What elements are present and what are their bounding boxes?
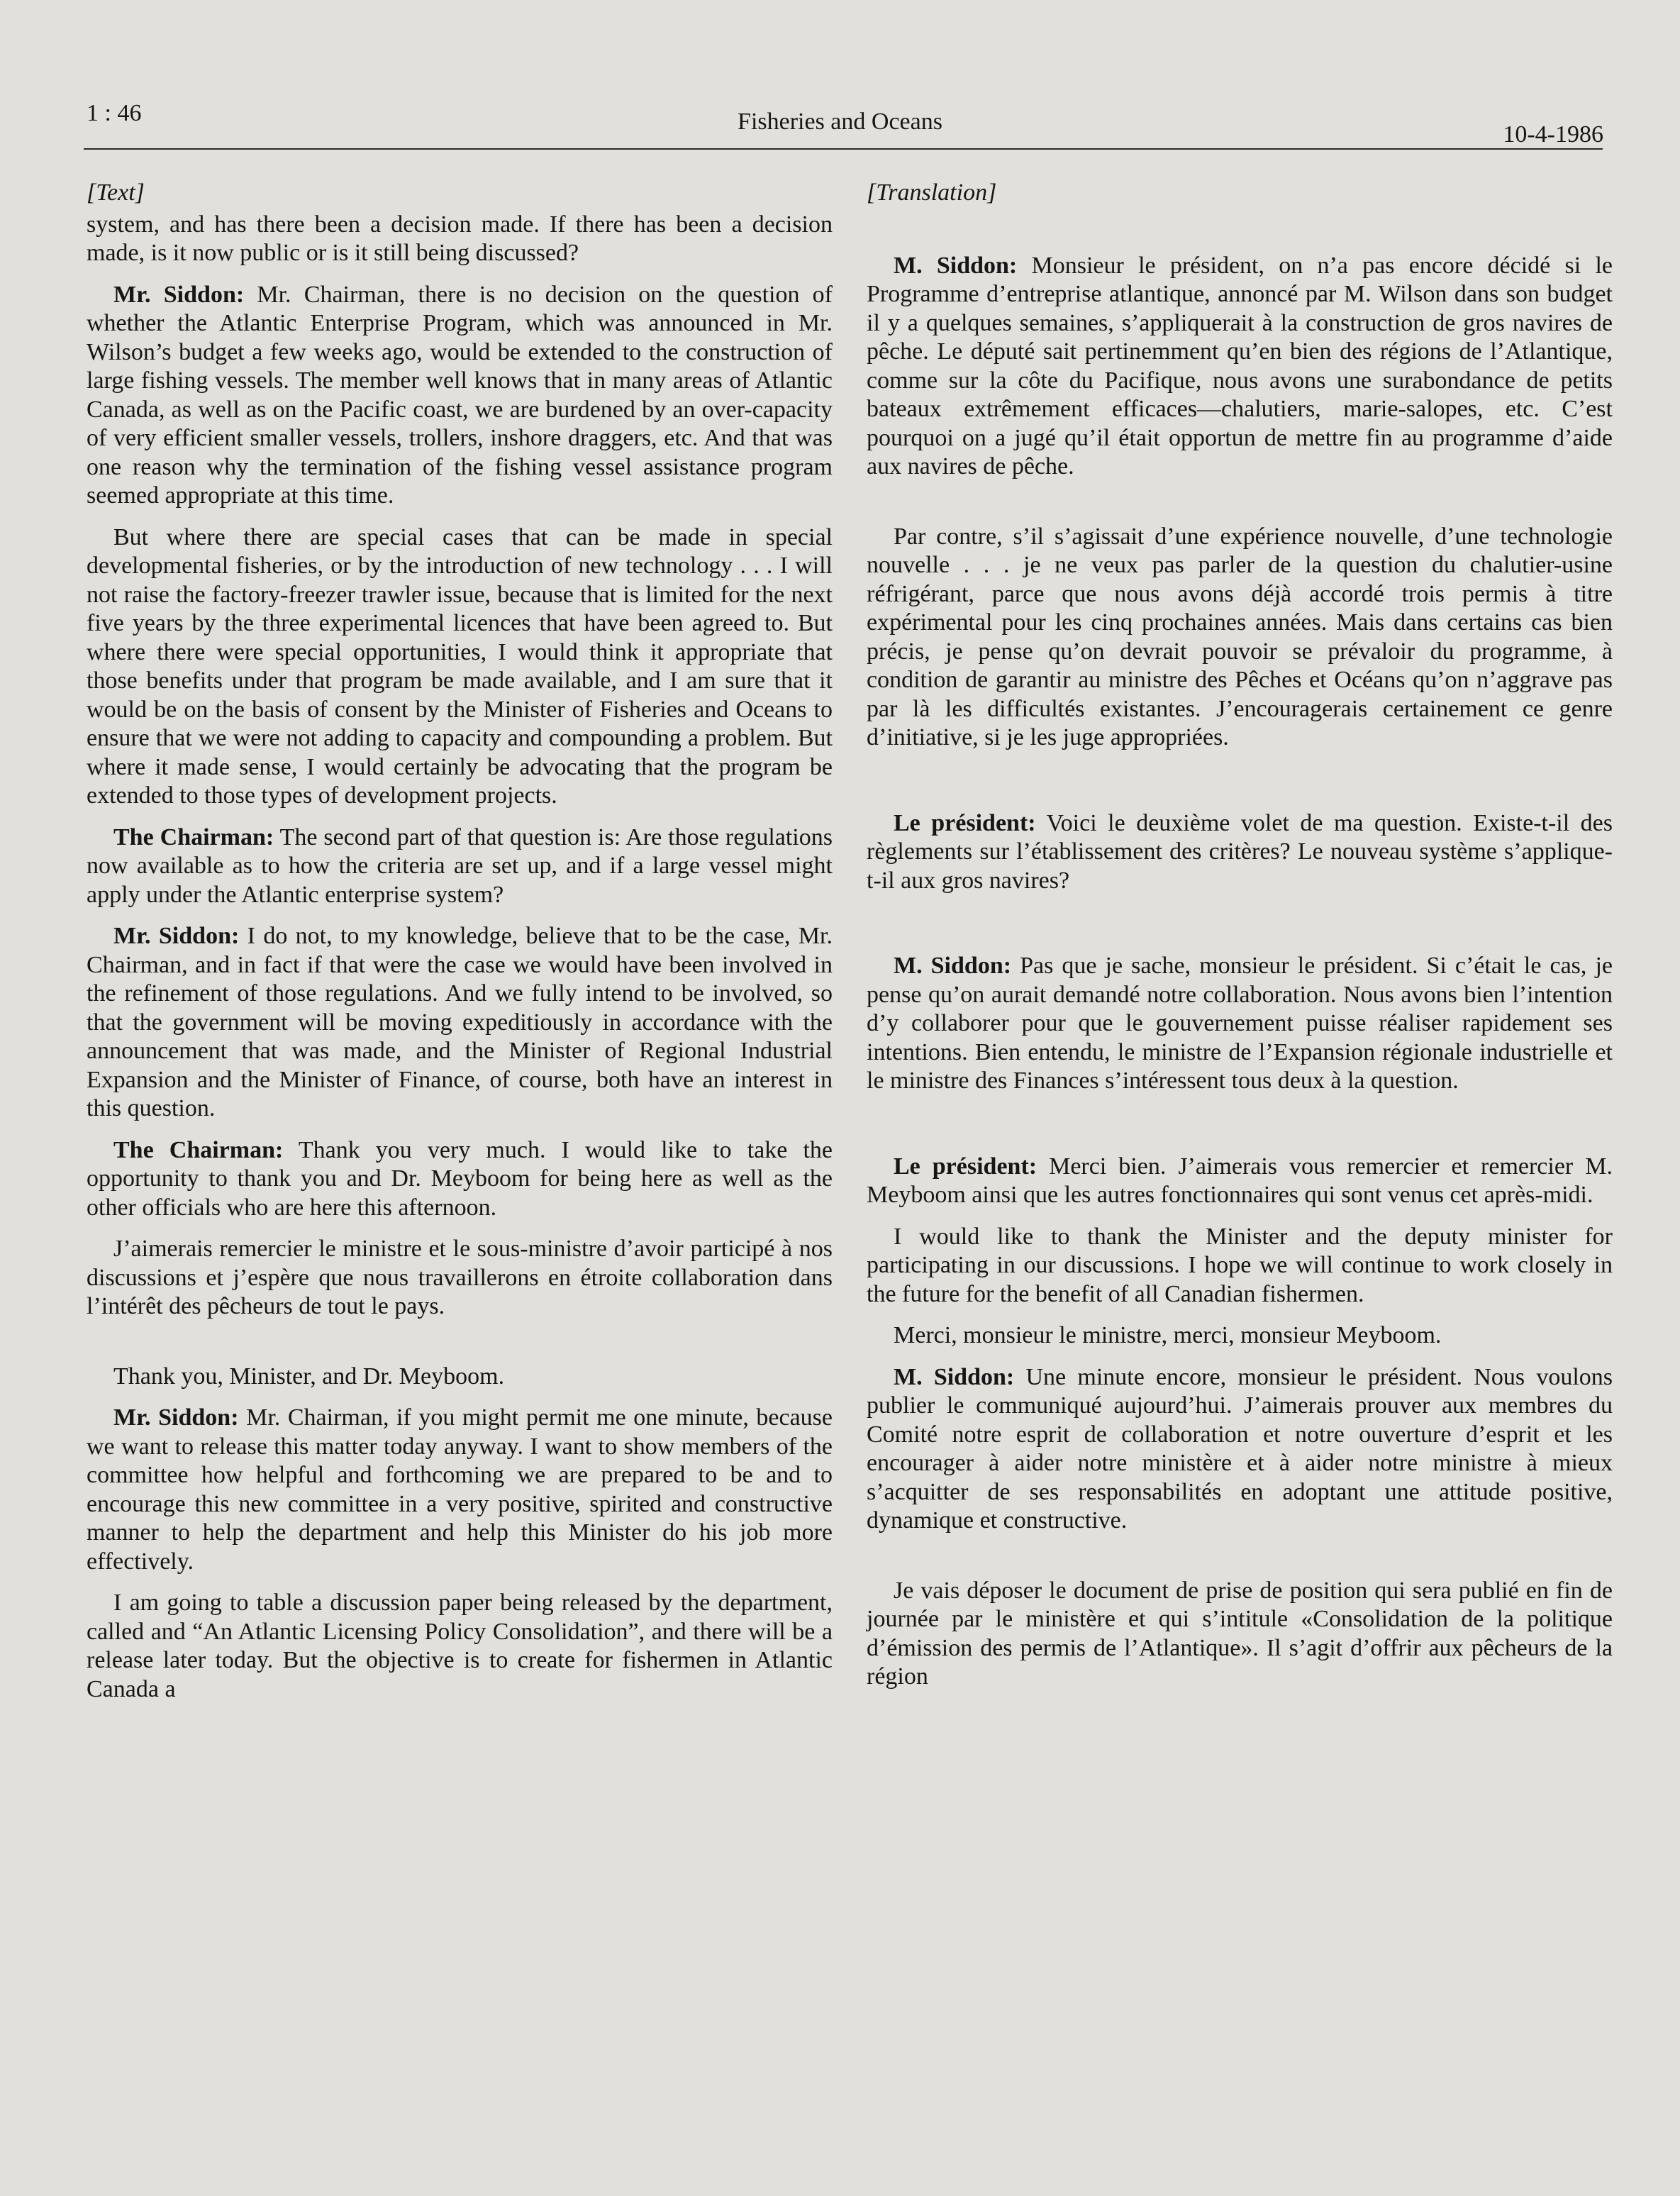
paragraph: Mr. Siddon: Mr. Chairman, if you might permit me one minute, because we want to release this matter today anyway. I want to show members of the committee how helpful and forthcoming we are prepared to be and to encourage this new committee in a very positive, spirited and constructive manner to help the department and help this Minister do his job more effectively. [87, 1404, 833, 1575]
paragraph: Merci, monsieur le ministre, merci, monsieur Meyboom. [894, 1322, 1442, 1348]
paragraph: Par contre, s’il s’agissait d’une expérience nouvelle, d’une technologie nouvelle . . . je ne veux pas parler de la question du chalutier-usine réfrigérant, parce que nous avons déjà accordé trois permis à titre expérimental pour les cinq prochaines années. Mais dans certains cas bien précis, je pense qu’on devrait pouvoir se prévaloir du programme, à condition de garantir au ministre des Pêches et Océans qu’on n’aggrave pas par là les difficultés existantes. J’encouragerais certainement ce genre d’initiative, si je les juge appropriées. [867, 523, 1613, 750]
paragraph: Thank you, Minister, and Dr. Meyboom. [113, 1363, 505, 1390]
running-title: Fisheries and Oceans [738, 109, 942, 135]
page-date: 10-4-1986 [1503, 121, 1603, 148]
speaker-name: Mr. Siddon: [113, 923, 240, 949]
header-rule [84, 148, 1603, 150]
paragraph: Mr. Siddon: I do not, to my knowledge, believe that to be the case, Mr. Chairman, and in fact if that were the case we would have been involved in the refinement of those regulations. And we fully intend to be involved, so that the government will be moving expeditiously in accordance with the announcement that was made, and the Minister of Regional Industrial Expansion and the Minister of Finance, of course, both have an interest in this question. [87, 923, 833, 1121]
translation-marker: [Translation] [867, 179, 997, 206]
speaker-name: Le président: [894, 1153, 1038, 1180]
paragraph: Mr. Siddon: Mr. Chairman, there is no decision on the question of whether the Atlantic Enterprise Program, which was announced in Mr. Wilson’s budget a few weeks ago, would be extended to the construction of large fishing vessels. The member well knows that in many areas of Atlantic Canada, as well as on the Pacific coast, we are burdened by an over-capacity of very efficient smaller vessels, trollers, inshore draggers, etc. And that was one reason why the termination of the fishing vessel assistance program seemed appropriate at this time. [87, 281, 833, 509]
right-column [867, 179, 1613, 1692]
paragraph: Le président: Voici le deuxième volet de ma question. Existe-t-il des règlements sur l’établissement des critères? Le nouveau système s’applique-t-il aux gros navires? [867, 809, 1613, 894]
paragraph: system, and has there been a decision made. If there has been a decision made, is it now public or is it still being discussed? [87, 211, 833, 266]
speaker-name: M. Siddon: [894, 953, 1012, 979]
paragraph: M. Siddon: Pas que je sache, monsieur le président. Si c’était le cas, je pense qu’on aurait demandé notre collaboration. Nous avons bien l’intention d’y collaborer pour que le gouvernement puisse réaliser rapidement ses intentions. Bien entendu, le ministre de l’Expansion régionale industrielle et le ministre des Finances s’intéressent tous deux à la question. [867, 953, 1613, 1094]
paragraph: M. Siddon: Une minute encore, monsieur le président. Nous voulons publier le communiqué aujourd’hui. J’aimerais prouver aux membres du Comité notre esprit de collaboration et notre ouverture d’esprit et les encourager à aider notre ministère et à aider notre ministre à mieux s’acquitter de ses responsabilités en adoptant une attitude positive, dynamique et constructive. [867, 1363, 1613, 1534]
speaker-name: M. Siddon: [894, 1363, 1015, 1390]
paragraph: Je vais déposer le document de prise de position qui sera publié en fin de journée par le ministère et qui s’intitule «Consolidation de la politique d’émission des permis de l’Atlantique». Il s’agit d’offrir aux pêcheurs de la région [867, 1577, 1613, 1690]
paragraph: But where there are special cases that can be made in special developmental fisheries, or by the introduction of new technology . . . I will not raise the factory-freezer trawler issue, because that is limited for the next five years by the three experimental licences that have been agreed to. But where there were special opportunities, I would think it appropriate that those benefits under that program be made available, and I am sure that it would be on the basis of consent by the Minister of Fisheries and Oceans to ensure that we were not adding to capacity and compounding a problem. But where it made sense, I would certainly be advocating that the program be extended to those types of development projects. [87, 523, 833, 809]
page-number: 1 : 46 [87, 100, 142, 126]
paragraph: I would like to thank the Minister and the deputy minister for participating in our discussions. I hope we will continue to work closely in the future for the benefit of all Canadian fishermen. [867, 1223, 1613, 1307]
left-column [87, 179, 833, 1704]
speaker-name: The Chairman: [113, 824, 274, 850]
speaker-name: Mr. Siddon: [113, 1404, 239, 1431]
paragraph: M. Siddon: Monsieur le président, on n’a pas encore décidé si le Programme d’entreprise atlantique, annoncé par M. Wilson dans son budget il y a quelques semaines, s’appliquerait à la construction de gros navires de pêche. Le député sait pertinemment qu’en bien des régions de l’Atlantique, comme sur la côte du Pacifique, nous avons une surabondance de petits bateaux extrêmement efficaces—chalutiers, marie-salopes, etc. C’est pourquoi on a jugé qu’il était opportun de mettre fin au programme d’aide aux navires de pêche. [867, 252, 1613, 479]
speaker-name: Mr. Siddon: [113, 281, 245, 308]
paragraph: I am going to table a discussion paper being released by the department, called and “An Atlantic Licensing Policy Consolidation”, and there will be a release later today. But the objective is to create for fishermen in Atlantic Canada a [87, 1590, 833, 1702]
paragraph: Le président: Merci bien. J’aimerais vous remercier et remercier M. Meyboom ainsi que les autres fonctionnaires qui sont venus cet après-midi. [867, 1153, 1613, 1208]
paragraph: J’aimerais remercier le ministre et le sous-ministre d’avoir participé à nos discussions et j’espère que nous travaillerons en étroite collaboration dans l’intérêt des pêcheurs de tout le pays. [87, 1236, 833, 1319]
speaker-name: Le président: [894, 809, 1036, 836]
speaker-name: The Chairman: [113, 1136, 284, 1163]
text-marker: [Text] [87, 179, 145, 206]
paragraph: The Chairman: Thank you very much. I would like to take the opportunity to thank you and Dr. Meyboom for being here as well as the other officials who are here this afternoon. [87, 1136, 833, 1221]
paragraph: The Chairman: The second part of that question is: Are those regulations now available as to how the criteria are set up, and if a large vessel might apply under the Atlantic enterprise system? [87, 824, 833, 908]
speaker-name: M. Siddon: [894, 252, 1018, 279]
